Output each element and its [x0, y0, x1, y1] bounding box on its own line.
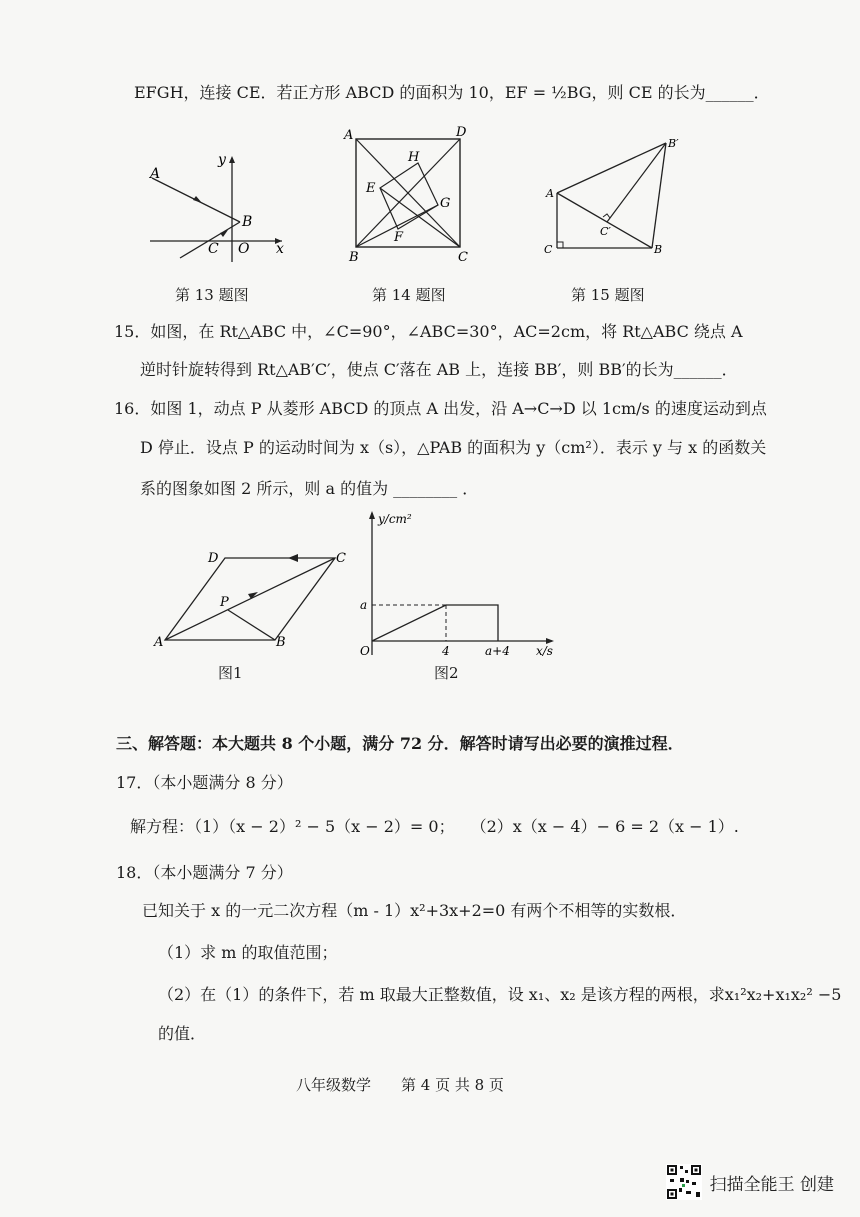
- f16b-tick-4: 4: [442, 644, 450, 658]
- f16b-label-O: O: [360, 644, 370, 658]
- f14-label-D: D: [456, 125, 467, 140]
- section-3-heading: 三、解答题：本大题共 8 个小题，满分 72 分．解答时请写出必要的演推过程．: [116, 734, 684, 753]
- figure-13: [140, 150, 290, 270]
- q15-line1: 15．如图，在 Rt△ABC 中，∠C=90°，∠ABC=30°，AC=2cm，将 Rt△ABC 绕点 A: [114, 322, 743, 341]
- f15-label-C: C: [544, 243, 553, 256]
- q18-line3: （2）在（1）的条件下，若 m 取最大正整数值，设 x₁、x₂ 是该方程的两根，求x₁²x₂+x₁x₂² −5: [158, 985, 842, 1004]
- q14-text-tail: EFGH，连接 CE．若正方形 ABCD 的面积为 10，EF = ½BG，则 CE 的长为______．: [134, 83, 770, 102]
- scanner-brand-text: 扫描全能王 创建: [709, 1174, 834, 1195]
- f16a-label-D: D: [208, 551, 219, 566]
- f14-label-B: B: [349, 250, 359, 265]
- caption-fig14: 第 14 题图: [372, 286, 446, 304]
- f16b-label-y: y/cm²: [378, 512, 412, 526]
- caption-fig13: 第 13 题图: [175, 286, 249, 304]
- q18-line4: 的值．: [158, 1024, 207, 1043]
- f13-label-A: A: [150, 166, 161, 182]
- q17-title: 17．（本小题满分 8 分）: [116, 773, 293, 792]
- caption-fig15: 第 15 题图: [571, 286, 645, 304]
- figure-16-1: [150, 540, 350, 660]
- f13-label-y: y: [218, 152, 226, 168]
- q16-line1: 16．如图 1，动点 P 从菱形 ABCD 的顶点 A 出发，沿 A→C→D 以 1cm/s 的速度运动到点: [114, 399, 767, 418]
- f15-label-B: B: [654, 243, 663, 256]
- f14-label-H: H: [408, 150, 420, 165]
- q17-body: 解方程：（1）（x − 2）² − 5（x − 2）= 0； （2）x（x − 4）− 6 = 2（x − 1）.: [130, 817, 739, 836]
- f13-label-C: C: [208, 241, 219, 257]
- caption-fig16-1: 图1: [218, 664, 243, 682]
- f16a-label-C: C: [336, 551, 346, 566]
- q16-line2: D 停止．设点 P 的运动时间为 x（s），△PAB 的面积为 y（cm²）．表示 y 与 x 的函数关: [140, 438, 767, 457]
- f13-label-B: B: [242, 214, 253, 230]
- f16b-label-a: a: [360, 598, 368, 612]
- qr-code-icon: [666, 1164, 702, 1200]
- f14-label-A: A: [344, 128, 354, 143]
- figure-15: [540, 135, 690, 260]
- caption-fig16-2: 图2: [434, 664, 459, 682]
- figure-14: [340, 125, 480, 265]
- q16-line3: 系的图象如图 2 所示，则 a 的值为 ________ ．: [140, 479, 479, 498]
- f13-label-O: O: [238, 241, 250, 257]
- figure-16-2: [330, 505, 565, 660]
- page-footer: 八年级数学 第 4 页 共 8 页: [296, 1076, 504, 1094]
- f16a-label-A: A: [154, 635, 164, 650]
- f16a-label-B: B: [276, 635, 286, 650]
- q18-line2: （1）求 m 的取值范围；: [158, 943, 338, 962]
- f15-label-A: A: [546, 187, 554, 200]
- q18-title: 18．（本小题满分 7 分）: [116, 863, 293, 882]
- f13-label-x: x: [276, 241, 284, 257]
- scanner-watermark: [666, 1164, 834, 1200]
- f15-label-B-prime: B′: [668, 137, 679, 150]
- f14-label-C: C: [458, 250, 468, 265]
- f14-label-E: E: [366, 181, 376, 196]
- f14-label-F: F: [394, 230, 404, 245]
- f16a-label-P: P: [220, 595, 229, 610]
- q18-line1: 已知关于 x 的一元二次方程（m - 1）x²+3x+2=0 有两个不相等的实数根．: [142, 901, 687, 920]
- f15-label-C-prime: C′: [600, 225, 611, 238]
- q15-line2: 逆时针旋转得到 Rt△AB′C′，使点 C′落在 AB 上，连接 BB′，则 BB′的长为______．: [140, 360, 738, 379]
- f16b-tick-a4: a+4: [485, 644, 510, 658]
- f14-label-G: G: [440, 196, 451, 211]
- f16b-label-x: x/s: [536, 644, 553, 658]
